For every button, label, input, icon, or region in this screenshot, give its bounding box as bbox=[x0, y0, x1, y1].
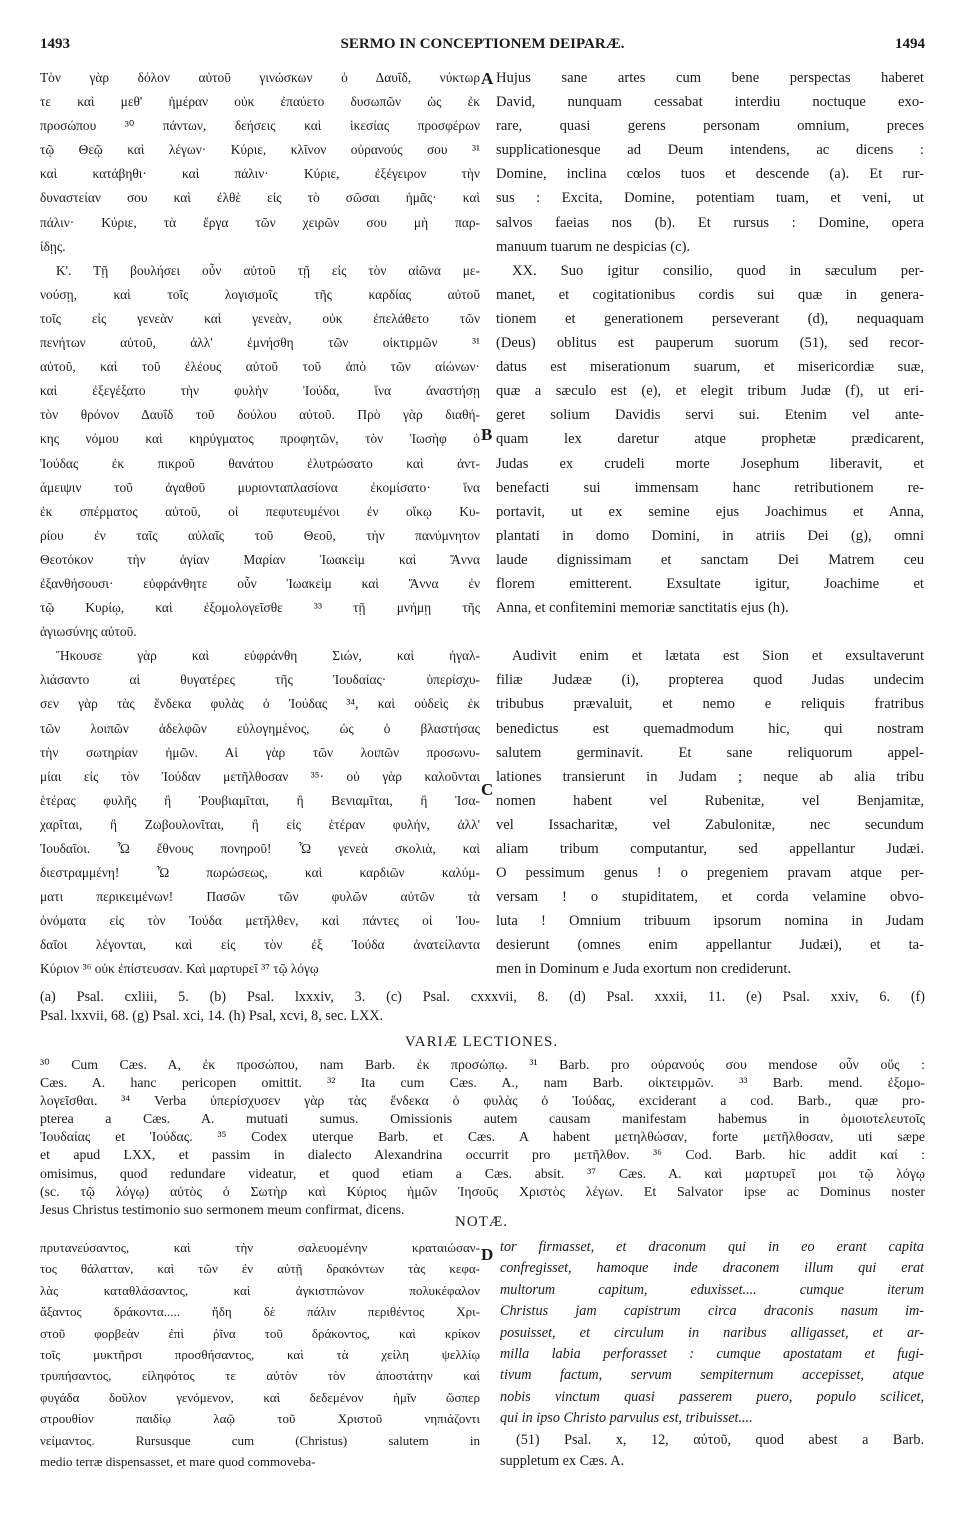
text-line: salutem germinavit. Et sane reliquorum appel- bbox=[496, 744, 924, 761]
text-line: (sc. τῷ λόγῳ) αὐτὸς ὁ Σωτὴρ καὶ Κύριος ἡμῶν Ἰησοῦς Χριστὸς λέγων. Et Salvator ipse ac Dominus noster bbox=[40, 1183, 925, 1199]
text-line: πάλιν· Κύριε, τὰ ἔργα τῶν χειρῶν σου μὴ παρ- bbox=[40, 214, 480, 230]
text-line: multorum capitum, eduxisset.... cumque iterum bbox=[500, 1281, 924, 1298]
text-line: quæ a sæculo est (e), et elegit tribum Judæ (f), ut eri- bbox=[496, 383, 924, 400]
text-line: Cæs. A. hanc pericopen omittit. ³² Ita cum Cæs. A., nam Barb. οἰκτειρμῶν. ³³ Barb. mend. ἐξομο- bbox=[40, 1075, 925, 1091]
text-line: suppletum ex Cæs. A. bbox=[500, 1452, 625, 1469]
running-header bbox=[40, 36, 925, 58]
text-line: aliam tribum computantur, sed appellantur Judæi. bbox=[496, 841, 924, 857]
text-line: χαρῖται, ἢ Ζωβουλονῖται, ἢ εἰς ἑτέραν φυλήν, ἀλλ' bbox=[40, 816, 480, 832]
text-line: florem emitterent. Exsultate igitur, Joachime et bbox=[496, 575, 924, 592]
text-line: ίδῃς. bbox=[40, 238, 66, 254]
text-line: Jesus Christus testimonio suo sermonem meum confirmat, dicens. bbox=[40, 1201, 405, 1217]
text-line: laude dignissimam et sanctam Dei Matrem ceu bbox=[496, 551, 924, 568]
text-line: Judas ex crudeli morte Josephum liberavit, et bbox=[496, 455, 924, 472]
text-line: δαῖοι λέγονται, καὶ εἰς τὸν ἐξ Ἰούδα ἀνατείλαντα bbox=[40, 937, 480, 953]
text-line: Θεοτόκον τὴν ἁγίαν Μαρίαν Ἰωακεὶμ καὶ Ἄννα bbox=[40, 551, 480, 567]
text-line: lationes transierunt in Judam ; neque ab alia tribu bbox=[496, 768, 924, 785]
text-line: geret solium Davidis servi sui. Etenim vel ante- bbox=[496, 407, 924, 424]
text-line: ρίου ἐν ταῖς αὐλαῖς τοῦ Θεοῦ, τὴν πανύμνητον bbox=[40, 527, 480, 543]
greek-text-column bbox=[40, 66, 480, 982]
text-line: ὀνόματα εἰς τὸν Ἰούδα μετῆλθεν, καὶ πάντες οἱ Ἰου- bbox=[40, 913, 480, 929]
text-line: ἑτέρας φυλῆς ἢ Ῥουβιαμῖται, ἢ Βενιαμῖται, ἢ Ἰσα- bbox=[40, 792, 480, 808]
text-line: tivum factum, servum sempiternum accepisset, atque bbox=[500, 1367, 924, 1384]
text-line: Domine, inclina cœlos tuos et descende (a). Et rur- bbox=[496, 166, 924, 183]
text-line: Τὸν γὰρ δόλον αὐτοῦ γινώσκων ὁ Δαυΐδ, νύκτωρ bbox=[40, 70, 480, 85]
text-line: τος θάλατταν, καὶ τῶν ἐν αὐτῇ δρακόντων τὰς κεφα- bbox=[40, 1261, 480, 1277]
text-line: sus : Excita, Domine, potentiam tuam, et veni, ut bbox=[496, 190, 924, 207]
text-line: τῷ Κυρίῳ, καὶ ἐξομολογεῖσθε ³³ τῇ μνήμῃ τῆς bbox=[40, 600, 480, 616]
running-title: SERMO IN CONCEPTIONEM DEIPARÆ. bbox=[340, 36, 625, 52]
text-line: στρουθίον παιδίῳ λαῷ τοῦ Χριστοῦ νηπιάζοντι bbox=[40, 1411, 480, 1427]
text-line: ἐκ σπέρματος αὐτοῦ, οἱ πεφυτευμένοι ἐν οἴκῳ Κυ- bbox=[40, 503, 480, 519]
text-line: David, nunquam cessabat interdiu noctuque exo- bbox=[496, 94, 924, 111]
text-line: milla labia perforasset : cumque apostatam et fugi- bbox=[500, 1345, 924, 1362]
text-line: XX. Suo igitur consilio, quod in sæculum per- bbox=[512, 262, 924, 279]
text-line: στοῦ φορβεὰν ἐπὶ ῥῖνα τοῦ δράκοντος, καὶ κρίκον bbox=[40, 1325, 480, 1341]
notae-title: NOTÆ. bbox=[455, 1214, 508, 1230]
text-line: (a) Psal. cxliii, 5. (b) Psal. lxxxiv, 3. (c) Psal. cxxxvii, 8. (d) Psal. xxxii, 11. (e) Psal. xxiv, 6. (f) bbox=[40, 989, 925, 1005]
text-line: Κ'. Τῇ βουλήσει οὖν αὐτοῦ τῇ εἰς τὸν αἰῶνα με- bbox=[56, 262, 480, 278]
variae-lectiones-text bbox=[40, 1056, 925, 1219]
text-line: salvos faeias nos (b). Et rursus : Domine, opera bbox=[496, 214, 924, 231]
notae-greek-column bbox=[40, 1237, 480, 1472]
text-line: τὸν θρόνον Δαυΐδ τοῦ δούλου αὐτοῦ. Πρὸ γὰρ διαθή- bbox=[40, 407, 480, 423]
text-line: medio terræ dispensasset, et mare quod commoveba- bbox=[40, 1453, 316, 1469]
text-line: manuum tuarum ne despicias (c). bbox=[496, 238, 691, 255]
text-line: Κύριον ³⁶ οὐκ ἐπίστευσαν. Καὶ μαρτυρεῖ ³⁷ τῷ λόγῳ bbox=[40, 961, 319, 977]
text-line: προσώπου ³⁰ πάντων, δεήσεις καὶ ἱκεσίας προσφέρων bbox=[40, 118, 480, 134]
text-line: vel Issacharitæ, vel Zabulonitæ, nec secundum bbox=[496, 816, 924, 833]
text-line bbox=[496, 620, 924, 644]
text-line: nomen habent vel Rubenitæ, vel Benjamitæ, bbox=[496, 792, 924, 809]
text-line: Christus jam capistrum circa draconis nasum im- bbox=[500, 1303, 924, 1320]
text-line: tribubus prævaluit, et nemo e reliquis fratribus bbox=[496, 696, 924, 713]
text-line: λιάσαντο αἱ θυγατέρες τῆς Ἰουδαίας· ὑπερίσχυ- bbox=[40, 672, 480, 688]
latin-text-column bbox=[496, 66, 924, 982]
text-line: ἐξανθήσουσι· εὐφράνθητε οὖν Ἰωακεὶμ καὶ Ἄννα ἐν bbox=[40, 575, 480, 591]
text-line: ματι περικειμένων! Πασῶν τῶν φυλῶν αὐτῶν τὰ bbox=[40, 889, 480, 905]
text-line: manet, et cogitationibus cordis sui quæ in genera- bbox=[496, 286, 924, 303]
text-line: νείμαντος. Rursusque cum (Christus) salutem in bbox=[40, 1432, 480, 1448]
text-line: πρυτανεύσαντος, καὶ τὴν σαλευομένην κραταιώσαν- bbox=[40, 1240, 480, 1255]
text-line: τοῖς μυκτῆρσι προσθήσαντος, καὶ τὰ χείλη ψελλίῳ bbox=[40, 1346, 480, 1362]
text-line: σεν γὰρ τὰς ἕνδεκα φυλὰς ὁ Ἰούδας ³⁴, καὶ οὐδεὶς ἐκ bbox=[40, 696, 480, 712]
text-line: Ἰουδαίας et Ἰούδας. ³⁵ Codex uterque Barb. et Cæs. A habent μετηλθώσαν, forte μετῆλθοσαν, uti sæpe bbox=[40, 1129, 925, 1145]
text-line: Ἰουδαῖοι. Ὦ ἔθνους πονηροῦ! Ὦ γενεὰ σκολιὰ, καὶ bbox=[40, 841, 480, 856]
text-line: Audivit enim et lætata est Sion et exsultaverunt bbox=[512, 648, 924, 665]
text-line: καὶ ἐξεγέξατο τὴν φυλὴν Ἰούδα, ἵνα ἀναστήσῃ bbox=[40, 383, 480, 399]
page-number-left: 1493 bbox=[40, 36, 70, 52]
text-line: μίαι εἰς τὸν Ἰούδαν μετῆλθοσαν ³⁵· οὐ γὰρ καλοῦνται bbox=[40, 768, 480, 784]
text-line: Hujus sane artes cum bene perspectas haberet bbox=[496, 70, 924, 86]
text-line: διεστραμμένη! Ὦ πωρώσεως, καὶ καρδιῶν καλύμ- bbox=[40, 865, 480, 881]
text-line: tionem et generationem perseverant (d), nequaquam bbox=[496, 310, 924, 327]
page-number-right: 1494 bbox=[895, 36, 925, 52]
text-line: φυγάδα δοῦλον γενόμενον, καὶ δεδεμένον ἡμῖν ὥσπερ bbox=[40, 1389, 480, 1405]
text-line: νούσῃ, καὶ τοῖς λογισμοῖς τῆς καρδίας αὐτοῦ bbox=[40, 286, 480, 302]
text-line: (51) Psal. x, 12, αὐτοῦ, quod abest a Barb. bbox=[516, 1431, 924, 1448]
text-line: Psal. lxxvii, 68. (g) Psal. xci, 14. (h) Psal, xcvi, 8, sec. LXX. bbox=[40, 1008, 384, 1024]
text-line: λογεῖσθαι. ³⁴ Verba ὑπερίσχυσεν γὰρ τὰς ἕνδεκα ὁ φυλὰς ὁ Ἰούδας, exciderant a cod. Barb., quæ pro- bbox=[40, 1093, 925, 1109]
text-line: plantati in domo Domini, in atriis Dei (g), omni bbox=[496, 527, 924, 544]
text-line: supplicationesque ad Deum intendens, ac dicens : bbox=[496, 142, 924, 159]
text-line: men in Dominum e Juda exortum non crediderunt. bbox=[496, 961, 792, 978]
text-line: datus est miserationum suarum, et misericordiæ suæ, bbox=[496, 359, 924, 376]
text-line: Anna, et confitemini memoriæ sanctitatis ejus (h). bbox=[496, 600, 789, 617]
text-line: λὰς καταθλάσαντος, καὶ ἀγκιστπώνον πολυκέφαλον bbox=[40, 1282, 480, 1298]
text-line: ³⁰ Cum Cæs. A, ἐκ προσώπου, nam Barb. ἐκ προσώπῳ. ³¹ Barb. pro οὐρανούς σου mendose οὖν οὕς : bbox=[40, 1057, 925, 1072]
text-line: posuisset, et circulum in naribus alligasset, et ar- bbox=[500, 1324, 924, 1341]
text-line: confregisset, hamoque inde draconem illum qui erat bbox=[500, 1260, 924, 1277]
text-line: τοῖς εἰς γενεὰν καὶ γενεὰν, οὐκ ἐπελάθετο τῶν bbox=[40, 310, 480, 326]
text-line: πενήτων αὐτοῦ, ἀλλ' ἐμνήσθη τῶν οἰκτιρμῶν ³¹ bbox=[40, 335, 480, 351]
text-line: (Deus) oblitus est pauperum suorum (51), sed recor- bbox=[496, 335, 924, 352]
text-line: tor firmasset, et draconum qui in eo erant capita bbox=[500, 1239, 924, 1255]
margin-marker-d: D bbox=[481, 1245, 494, 1264]
text-line: καὶ κατάβηθι· καὶ πάλιν· Κύριε, ἐξέγειρον τὴν bbox=[40, 166, 480, 182]
text-line: τὴν σωτηρίαν ἡμῶν. Αἱ γὰρ τῶν λοιπῶν προσωνυ- bbox=[40, 744, 480, 760]
text-line: rare, quasi gerens personam omnium, preces bbox=[496, 118, 924, 135]
text-line: nobis vinctum quasi passerem puero, populo scilicet, bbox=[500, 1388, 924, 1405]
text-line: Ἰούδας ἐκ πικροῦ θανάτου ἐλυτρώσατο καὶ ἀντ- bbox=[40, 455, 480, 471]
text-line: versam ! o stupiditatem, et corda velamine obvo- bbox=[496, 889, 924, 906]
margin-marker-b: B bbox=[481, 425, 493, 444]
text-line: et apud LXX, et passim in dialecto Alexandrina occurrit pro μετῆλθον. ³⁶ Cod. Barb. hic addit καί : bbox=[40, 1147, 925, 1163]
variae-lectiones-title: VARIÆ LECTIONES. bbox=[404, 1034, 559, 1050]
text-line: O pessimum genus ! o pregeniem pravam atque per- bbox=[496, 865, 924, 882]
text-line: ἄξαντος δράκοντα..... ἤδη δὲ πάλιν περιθέντος Χρι- bbox=[40, 1304, 480, 1320]
margin-marker-a: A bbox=[481, 69, 494, 88]
notae-latin-column bbox=[500, 1237, 924, 1472]
text-line: quam lex daretur atque prophetæ prædicarent, bbox=[496, 431, 924, 448]
scripture-footnotes bbox=[40, 988, 925, 1026]
text-line: άμειψιν τοῦ ἀγαθοῦ μυριονταπλασίονα ἐκομίσατο· ἵνα bbox=[40, 479, 480, 495]
text-line: pterea a Cæs. A. mutuati sumus. Omissionis autem causam manifestam habemus in ὁμοιοτελευτοῖς bbox=[40, 1111, 925, 1127]
text-line: luta ! Omnium tribuum ipsorum nomina in Judam bbox=[496, 913, 924, 930]
text-line: τε καὶ μεθ' ἡμέραν οὐκ ἐπαύετο δυσωπῶν ὡς ἐκ bbox=[40, 94, 480, 110]
text-line: δυναστείαν σου καὶ ἐλθὲ εἰς τὸ σῶσαι ἡμᾶς· καὶ bbox=[40, 190, 480, 206]
text-line: τῷ Θεῷ καὶ λέγων· Κύριε, κλῖνον οὐρανούς σου ³¹ bbox=[40, 142, 480, 158]
text-line: filiæ Judææ (i), propterea quod Judas undecim bbox=[496, 672, 924, 689]
text-line: qui in ipso Christo parvulus est, tribuisset.... bbox=[500, 1410, 753, 1427]
text-line: Ἤκουσε γὰρ καὶ εὐφράνθη Σιών, καὶ ἠγαλ- bbox=[56, 648, 480, 664]
text-line: benedictus est quemadmodum hic, qui nostram bbox=[496, 720, 924, 737]
text-line: portavit, ut ex semine ejus Joachimus et Anna, bbox=[496, 503, 924, 520]
text-line: ἁγιωσύνης αὐτοῦ. bbox=[40, 624, 137, 640]
text-line: τρυπήσαντος, εἰληφότος τε αὐτὸν τὸν ἀποστάτην καὶ bbox=[40, 1368, 480, 1384]
text-line: κης νόμου καὶ κηρύγματος προφητῶν, τὸν Ἰωσὴφ ὁ bbox=[40, 431, 480, 447]
text-line: τῶν λοιπῶν ἀδελφῶν εὐλογημένος, ὡς ὁ βλαστήσας bbox=[40, 720, 480, 736]
text-line: omisimus, quod redundare videatur, et quod etiam a Cæs. absit. ³⁷ Cæs. A. καὶ μαρτυρεῖ μοι τῷ λόγῳ bbox=[40, 1165, 925, 1181]
text-line: desierunt (omnes enim appellantur Judæi), et ta- bbox=[496, 937, 924, 954]
text-line: αὐτοῦ, καὶ τοῦ ἐλέους αὐτοῦ τοῦ ἀπὸ τῶν αἰώνων· bbox=[40, 359, 480, 375]
margin-marker-c: C bbox=[481, 780, 494, 799]
text-line: benefacti sui immensam hanc retributionem re- bbox=[496, 479, 924, 496]
